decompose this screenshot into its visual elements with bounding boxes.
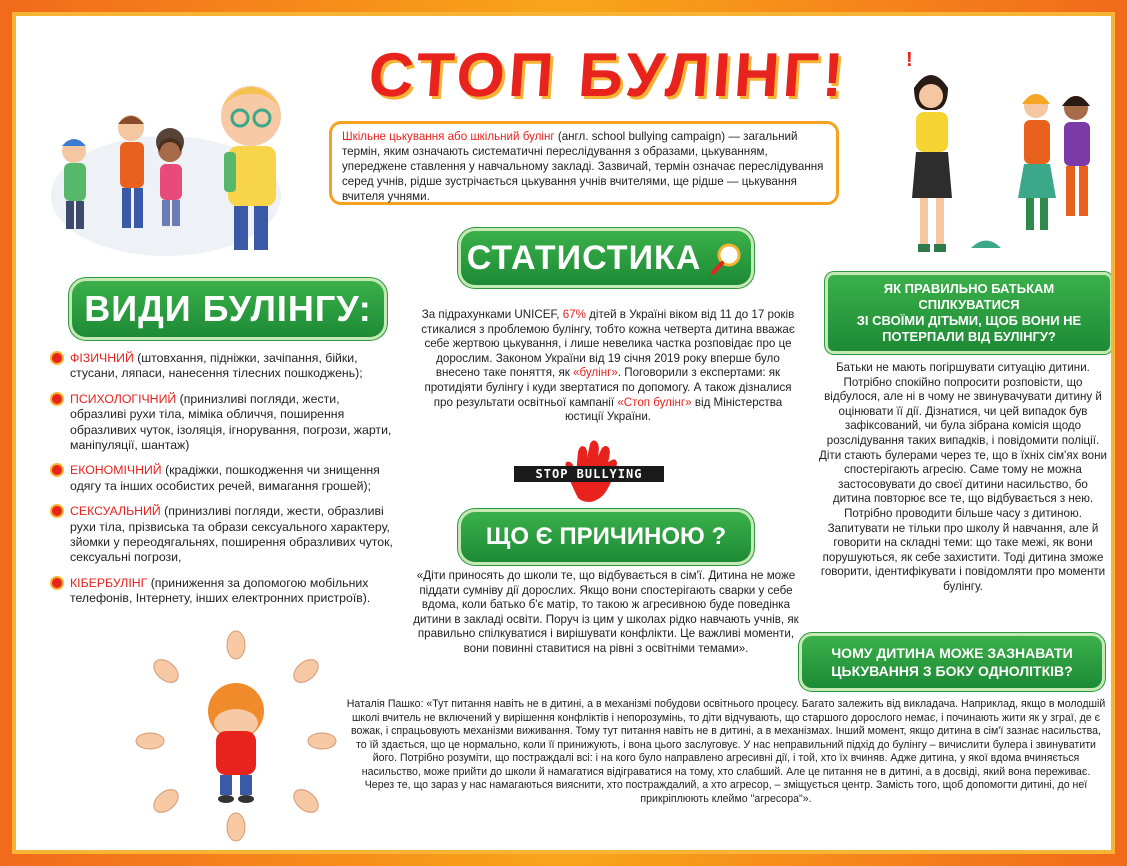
type-description: (крадіжки, пошкодження чи знищення одягу та інших особистих речей, вимагання грошей); bbox=[70, 463, 380, 493]
pointing-hands-illustration bbox=[136, 631, 336, 841]
type-item-sexual bbox=[52, 504, 397, 566]
definition-term: Шкільне цькування або шкільний булінг bbox=[342, 130, 555, 143]
definition-text: (англ. school bullying campaign) — загальний термін, яким означають систематичні переслідування з образами, цькуванням, упереджене ставлення у навчальному закладі. Зазвичай, термін означає переслідування серед учнів, рідше зустрічається цькування учнів вчителями, ще рідше — цькування вчителя учнями. bbox=[342, 130, 824, 203]
pointing-hand-icon bbox=[308, 733, 336, 749]
why-heading-line: ЦЬКУВАННЯ З БОКУ ОДНОЛІТКІВ? bbox=[831, 663, 1073, 679]
statistics-text bbox=[414, 308, 802, 425]
poster-canvas bbox=[12, 12, 1115, 854]
statistics-heading-text: СТАТИСТИКА bbox=[466, 238, 702, 277]
parents-heading-line: ЗІ СВОЇМИ ДІТЬМИ, ЩОБ ВОНИ НЕ bbox=[856, 313, 1082, 328]
woman-figure-left bbox=[912, 75, 952, 252]
crying-child bbox=[208, 683, 264, 803]
bullet-icon bbox=[52, 465, 62, 475]
types-heading: ВИДИ БУЛІНГУ: bbox=[72, 281, 384, 337]
parents-text: Батьки не мають погіршувати ситуацію дитини. Потрібно спокійно попросити розповісти, що відбулося, але ні в чому не звинувачувати дитину й оцінювати її дії. Дізнатися, чи цей випадок був зафіксований, чи була зібрана комісія щодо розслідування таких випадків, і повідомити поліції. Діти стають булерами через те, що в їхніх сім'ях вони спостерігають агресію. Саме тому не можна застосовувати до своєї дитини насильство, бо дитина повторює все те, що відбувається з нею. Потрібно проводити більше часу з дитиною. Запитувати не тільки про школу й навчання, але й говорити на складні теми: що таке межі, як вони порушуються, як себе захистити. Тоді дитина зможе говорити, ідентифікувати і повідомляти про моменти булінгу. bbox=[819, 361, 1107, 593]
statistics-campaign: «Стоп булінг» bbox=[617, 395, 692, 409]
type-item-cyber bbox=[52, 576, 397, 607]
type-name: КІБЕРБУЛІНГ bbox=[70, 575, 148, 590]
parents-heading bbox=[828, 275, 1110, 351]
definition-box bbox=[329, 121, 839, 205]
type-name: ФІЗИЧНИЙ bbox=[70, 351, 134, 365]
statistics-text-part: . Поговорили з експертами: як протидіяти булінгу і куди звертатися по допомогу. А також дізналися про результати освітньої кампанії bbox=[424, 366, 792, 409]
bullet-icon bbox=[52, 506, 62, 516]
type-name: ПСИХОЛОГІЧНИЙ bbox=[70, 391, 177, 406]
bullet-icon bbox=[52, 394, 62, 404]
magnifier-icon bbox=[709, 240, 745, 276]
statistics-text-part: від Міністерства юстиції України. bbox=[564, 395, 783, 424]
expert-quote: Наталія Пашко: «Тут питання навіть не в дитині, а в механізмі побудови освітнього процесу. Багато залежить від викладача. Наприклад, якщо в молодшій школі вчитель не включений у вирішення конфліктів і непорозумінь, то діти відчувають, що старшого дорослого немає, і починають жити як у зграї, де є вожак, і спрацьовують механізми виживання. Тому тут питання навіть не в дитині, а в механізмах. Інший момент, якщо дитина в сім'ї зазнає насильства, то їй здається, що це нормально, коли її принижують, і вона цього заслуговує. У нас неправильний підхід до булінгу – вичислити булера і звинуватити його. Потрібно розуміти, що постраждалі всі: і на кого було направлено агресивні дії, і той, хто їх вчиняв. Адже дитина, у якої вдома вчиняється насильство, може прийти до школи й намагатися відіграватися на тому, хто слабший. Але це питання не в дитині, а в досвіді, який вона переживає. Через те, що зараз у нас намагаються вияснити, хто постраждалий, а хто агресор, – зміщується центр. Замість того, щоб допомогти дитині, до неї прикріплюють клеймо "агресора"». bbox=[346, 698, 1106, 805]
type-item-psychological bbox=[52, 392, 397, 454]
parents-heading-line: СПІЛКУВАТИСЯ bbox=[918, 297, 1020, 312]
why-heading bbox=[802, 636, 1102, 688]
statistics-term: «булінг» bbox=[573, 366, 618, 380]
pointing-hand-icon bbox=[149, 785, 182, 817]
pointing-hand-icon bbox=[227, 631, 245, 659]
bullet-icon bbox=[52, 353, 62, 363]
why-heading-line: ЧОМУ ДИТИНА МОЖЕ ЗАЗНАВАТИ bbox=[831, 645, 1073, 661]
type-description: (приниження за допомогою мобільних телефонів, Інтернету, інших електронних пристроїв). bbox=[70, 575, 371, 606]
statistics-text-part: За підрахунками UNICEF, bbox=[421, 308, 563, 321]
pointing-hand-icon bbox=[289, 785, 322, 817]
parents-heading-line: ЯК ПРАВИЛЬНО БАТЬКАМ bbox=[883, 281, 1055, 296]
type-description: (штовхання, підніжки, зачіпання, бійки, стусани, ляпаси, нанесення тілесних пошкоджень); bbox=[70, 351, 363, 381]
bullet-icon bbox=[52, 578, 62, 588]
stop-bullying-logo bbox=[508, 438, 676, 508]
statistics-percent: 67% bbox=[562, 308, 586, 321]
pointing-hand-icon bbox=[289, 655, 322, 687]
type-description: (принизливі погляди, жести, образливі рухи тіла, прізвиська та образи сексуального характеру, зйомки у переодягальнях, поширення образливих чуток, сексуальні погрози, bbox=[70, 504, 393, 565]
poster-title: СТОП БУЛІНГ! bbox=[366, 41, 850, 110]
pointing-hand-icon bbox=[136, 733, 164, 749]
woman-figure-middle bbox=[1018, 94, 1056, 230]
cause-text: «Діти приносять до школи те, що відбувається в сім'ї. Дитина не може піддати сумніву дії дорослих. Якщо вони спостерігають сварки у себе вдома, коли батько б'є матір, то такою ж агресивною буде поведінка дитини в закладі освіти. Поруч із цим у школах рідко навчають учнів, як правильно спілкуватися і вирішувати конфлікти. Це важливі моменти, вони повинні ставитися на рівні з освітніми темами». bbox=[413, 569, 799, 655]
pointing-hand-icon bbox=[227, 813, 245, 841]
statistics-text-part: дітей в Україні віком від 11 до 17 років стикалися з проблемою булінгу, тобто кожна четверта дитина вважає себе жертвою цькування, і лише невелика частка розповідає про це дорослим. Законом України від 19 січня 2019 року вперше було внесено таке поняття, як bbox=[421, 308, 795, 380]
type-item-physical bbox=[52, 351, 397, 382]
type-name: СЕКСУАЛЬНИЙ bbox=[70, 504, 161, 519]
parents-heading-line: ПОТЕРПАЛИ ВІД БУЛІНГУ? bbox=[882, 329, 1056, 344]
stop-bullying-logo-text: STOP BULLYING bbox=[514, 466, 664, 482]
dropped-bag bbox=[971, 241, 1001, 249]
bullying-kids-illustration bbox=[46, 66, 306, 266]
exclamation-mark-decor: ! bbox=[906, 49, 913, 71]
type-description: (принизливі погляди, жести, образливі рухи тіла, міміка обличчя, поширення образливих чуток, ізоляція, ігнорування, погрози, жарти, маніпуляції, шантаж) bbox=[70, 391, 392, 453]
type-item-economic bbox=[52, 463, 397, 494]
statistics-heading bbox=[461, 231, 751, 285]
cause-heading: ЩО Є ПРИЧИНОЮ ? bbox=[461, 512, 751, 562]
types-list bbox=[52, 351, 397, 617]
adult-bullying-illustration bbox=[876, 48, 1115, 268]
pointing-hand-icon bbox=[149, 655, 182, 687]
type-name: ЕКОНОМІЧНИЙ bbox=[70, 463, 162, 478]
woman-figure-right bbox=[1062, 96, 1090, 216]
